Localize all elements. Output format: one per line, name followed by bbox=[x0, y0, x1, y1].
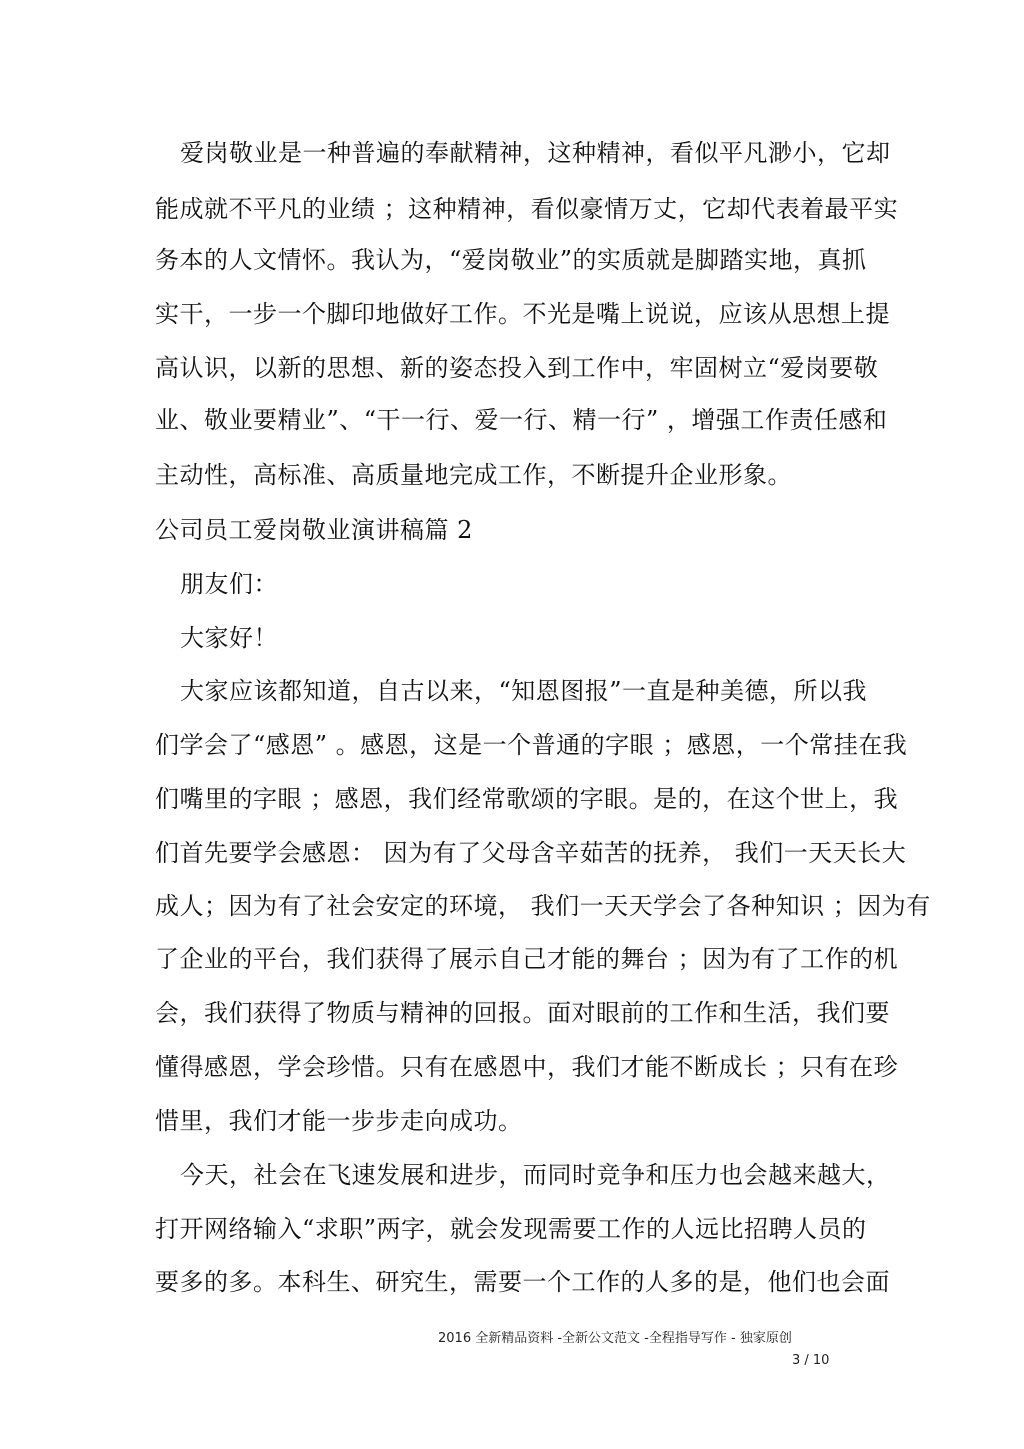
text-line: 会，我们获得了物质与精神的回报。面对眼前的工作和生活，我们要 bbox=[155, 999, 890, 1027]
text-line: 主动性，高标准、高质量地完成工作，不断提升企业形象。 bbox=[155, 461, 792, 489]
footer-tagline: 2016 全新精品资料 -全新公文范文 -全程指导写作 - 独家原创 bbox=[438, 1331, 792, 1346]
text-line: 今天，社会在飞速发展和进步，而同时竞争和压力也会越来越大， bbox=[180, 1161, 891, 1189]
text-line: 大家应该都知道，自古以来，“知恩图报”一直是种美德，所以我 bbox=[180, 677, 868, 705]
text-line: 高认识，以新的思想、新的姿态投入到工作中，牢固树立“爱岗要敬 bbox=[155, 354, 879, 382]
text-line: 们首先要学会感恩： 因为有了父母含辛茹苦的抚养， 我们一天天长大 bbox=[155, 839, 907, 867]
text-line: 实干，一步一个脚印地做好工作。不光是嘴上说说，应该从思想上提 bbox=[155, 300, 890, 328]
text-line: 惜里，我们才能一步步走向成功。 bbox=[155, 1107, 523, 1135]
text-line: 打开网络输入“求职”两字，就会发现需要工作的人远比招聘人员的 bbox=[155, 1215, 867, 1243]
text-line: 业、敬业要精业”、“干一行、爱一行、精一行” ，增强工作责任感和 bbox=[155, 406, 888, 434]
text-line: 懂得感恩，学会珍惜。只有在感恩中，我们才能不断成长 ；只有在珍 bbox=[155, 1053, 899, 1081]
text-line: 要多的多。本科生、研究生，需要一个工作的人多的是，他们也会面 bbox=[155, 1268, 890, 1296]
text-line: 务本的人文情怀。我认为，“爱岗敬业”的实质就是脚踏实地，真抓 bbox=[155, 246, 867, 274]
text-line: 了企业的平台，我们获得了展示自己才能的舞台 ；因为有了工作的机 bbox=[155, 945, 899, 973]
section-heading: 公司员工爱岗敬业演讲稿篇 2 bbox=[155, 516, 473, 544]
text-line: 成人；因为有了社会安定的环境， 我们一天天学会了各种知识 ；因为有 bbox=[155, 892, 931, 920]
text-line: 们嘴里的字眼 ；感恩，我们经常歌颂的字眼。是的，在这个世上，我 bbox=[155, 785, 899, 813]
text-line: 能成就不平凡的业绩 ；这种精神，看似豪情万丈，它却代表着最平实 bbox=[155, 195, 899, 223]
page-number: 3 / 10 bbox=[792, 1353, 830, 1368]
text-line: 们学会了“感恩” 。感恩，这是一个普通的字眼 ；感恩，一个常挂在我 bbox=[155, 731, 908, 759]
greeting: 大家好！ bbox=[180, 624, 278, 652]
salutation: 朋友们： bbox=[180, 570, 278, 598]
text-line: 爱岗敬业是一种普遍的奉献精神，这种精神，看似平凡渺小，它却 bbox=[180, 139, 891, 167]
